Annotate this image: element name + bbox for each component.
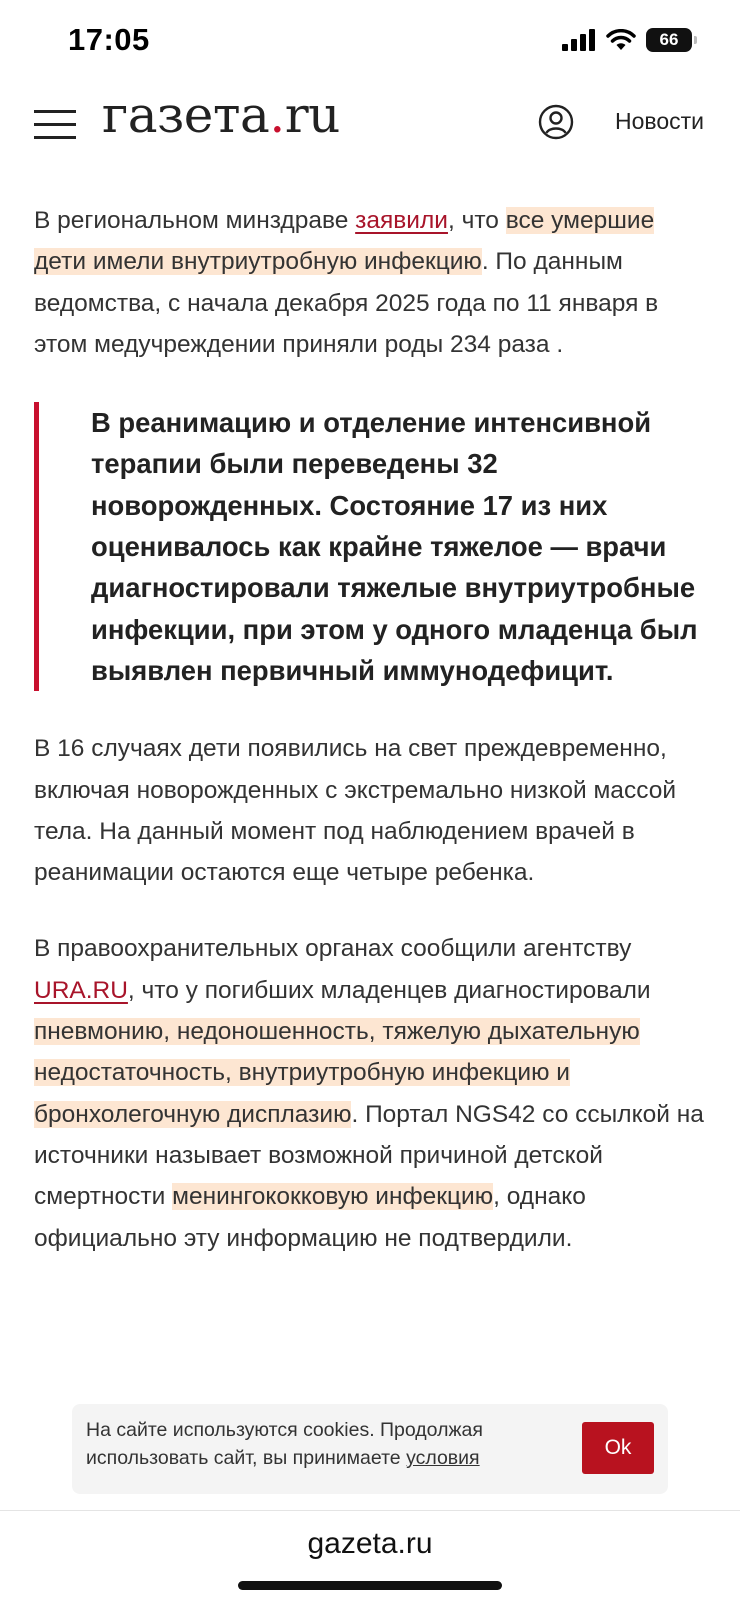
site-logo[interactable] [102,86,340,144]
hamburger-menu-icon[interactable] [34,110,76,140]
status-icons [562,28,692,52]
article-blockquote [34,402,706,691]
status-bar [0,0,740,84]
cellular-signal-icon [562,29,596,51]
highlighted-text: менингококковую инфекцию [172,1183,494,1211]
logo-dot: . [269,86,285,144]
logo-tld: ru [284,86,340,144]
cookie-notice-text: На сайте используются cookies. Продолжая использовать сайт, вы принимаете условия [86,1419,483,1469]
article-body [34,200,706,1259]
highlighted-text: пневмонию, недоношенность, тяжелую дыхательную недостаточность, внутриутробную инфекцию и бронхолегочную дисплазию [34,1018,640,1128]
article-paragraph-2: В 16 случаях дети появились на свет преждевременно, включая новорожденных с экстремально низкой массой тела. На данный момент под наблюдением врачей в реанимации остаются еще четыре ребенка. [34,735,677,887]
article-paragraph-1: В региональном минздраве заявили, что все умершие дети имели внутриутробную инфекцию. По данным ведомства, с начала декабря 2025 года по 11 января в этом медучреждении приняли роды 234 раза . [34,207,659,358]
user-account-icon[interactable] [538,104,574,140]
battery-icon [646,28,692,52]
browser-url[interactable]: gazeta.ru [307,1527,433,1560]
blockquote-text: В реанимацию и отделение интенсивной терапии были переведены 32 новорожденных. Состояние 17 из них оценивалось как крайне тяжелое — врачи диагностировали тяжелые внутриутробные инфекции, при этом у одного младенца был выявлен первичный иммунодефицит. [91,407,698,686]
cookie-banner [72,1404,668,1494]
news-nav-link[interactable]: Новости [614,108,704,134]
wifi-icon [606,29,636,51]
cookie-accept-button[interactable]: Ok [582,1422,654,1474]
source-link-zayavili[interactable]: заявили [355,207,448,234]
logo-main: газета [102,86,270,144]
site-header [0,84,740,166]
cookie-terms-link[interactable]: условия [406,1447,480,1469]
home-indicator[interactable] [238,1581,502,1590]
highlighted-text: все умершие дети имели внутриутробную инфекцию [34,207,655,276]
source-link-ura-ru[interactable]: URA.RU [34,976,128,1004]
article-paragraph-3: В правоохранительных органах сообщили агентству URA.RU, что у погибших младенцев диагностировали пневмонию, недоношенность, тяжелую дыхательную недостаточность, внутриутробную инфекцию и бронхолегочную дисплазию. Портал NGS42 со ссылкой на источники называет возможной причиной детской смертности менингококковую инфекцию, однако официально эту информацию не подтвердили. [34,935,704,1252]
browser-bottom-bar [0,1510,740,1600]
battery-level: 66 [659,30,679,49]
status-time: 17:05 [68,22,150,57]
